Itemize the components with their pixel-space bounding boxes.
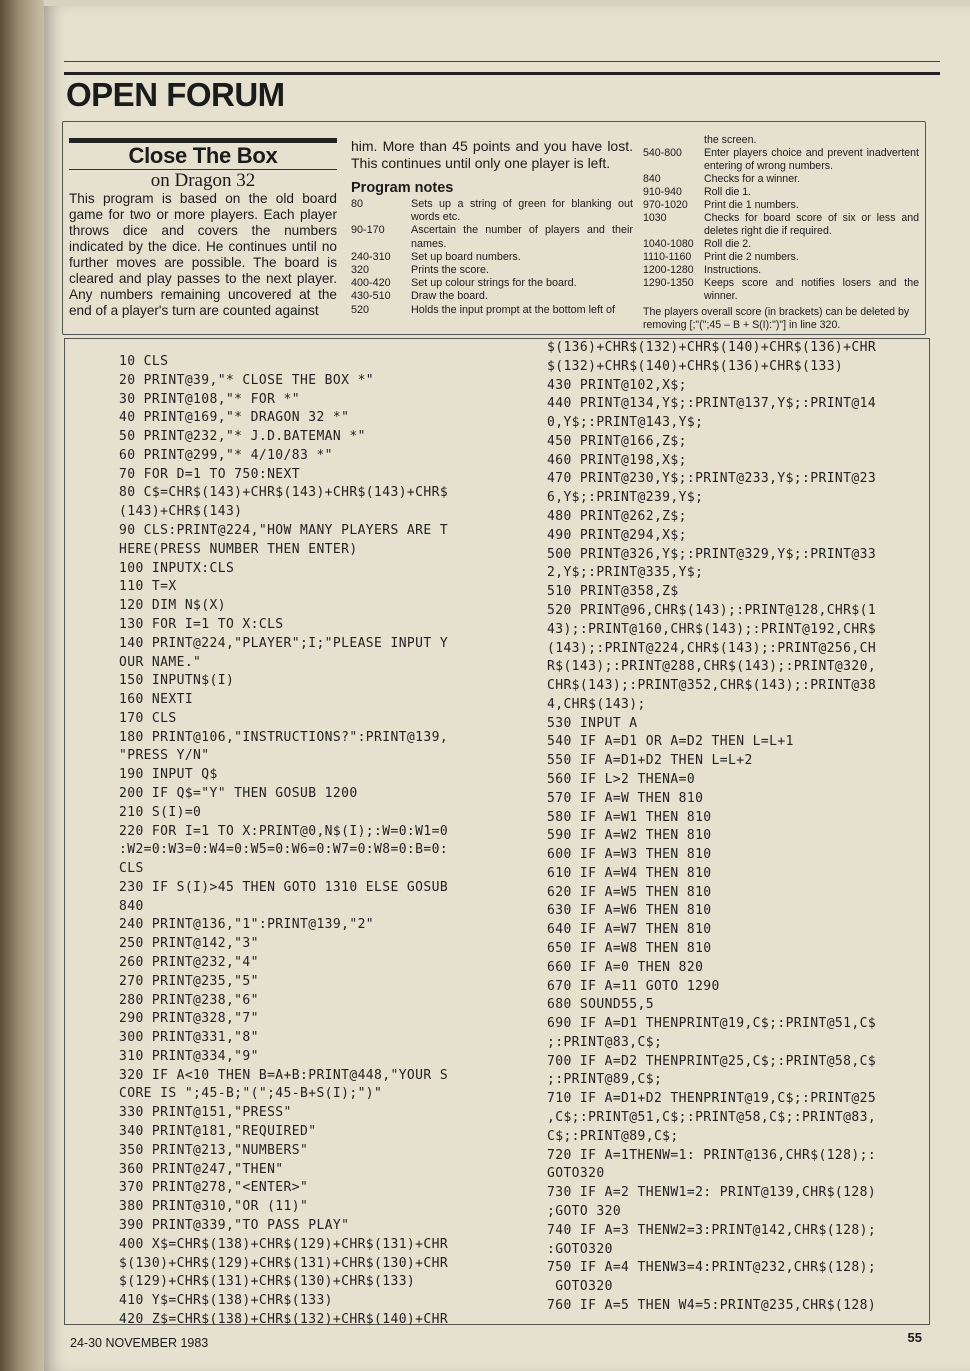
page-number: 55 <box>907 1330 922 1345</box>
code-line: 6,Y$;:PRINT@239,Y$; <box>547 490 704 506</box>
code-line: 540 IF A=D1 OR A=D2 THEN L=L+1 <box>547 734 794 750</box>
code-line: 20 PRINT@39,"* CLOSE THE BOX *" <box>119 372 375 388</box>
program-listing-box <box>64 338 930 1325</box>
code-line: 60 PRINT@299,"* 4/10/83 *" <box>119 447 333 463</box>
program-note-lines: 840 <box>643 173 661 185</box>
code-line: 30 PRINT@108,"* FOR *" <box>119 391 300 407</box>
code-line: 700 IF A=D2 THENPRINT@25,C$;:PRINT@58,C$ <box>547 1053 877 1069</box>
code-line: 640 IF A=W7 THEN 810 <box>547 922 712 938</box>
code-line: 580 IF A=W1 THEN 810 <box>547 809 712 825</box>
code-line: 590 IF A=W2 THEN 810 <box>547 828 712 844</box>
code-line: 480 PRINT@262,Z$; <box>547 509 687 525</box>
code-line: 110 T=X <box>119 579 177 595</box>
program-note <box>643 147 919 173</box>
program-note <box>643 277 919 303</box>
code-line: 130 FOR I=1 TO X:CLS <box>119 616 284 632</box>
code-line: 40 PRINT@169,"* DRAGON 32 *" <box>119 410 350 426</box>
code-line: 70 FOR D=1 TO 750:NEXT <box>119 466 300 482</box>
program-note-description: Print die 2 numbers. <box>704 251 799 263</box>
code-line: "PRESS Y/N" <box>119 748 210 764</box>
code-line: 500 PRINT@326,Y$;:PRINT@329,Y$;:PRINT@33 <box>547 546 877 562</box>
program-note-lines: 520 <box>351 303 370 316</box>
program-note-description: Prints the score. <box>411 264 490 277</box>
code-line: 510 PRINT@358,Z$ <box>547 584 679 600</box>
program-note-description: Set up board numbers. <box>411 250 521 263</box>
code-line: 550 IF A=D1+D2 THEN L=L+2 <box>547 753 753 769</box>
code-line: 240 PRINT@136,"1":PRINT@139,"2" <box>119 917 375 933</box>
program-note-description: Roll die 1. <box>704 186 752 198</box>
code-line: 100 INPUTX:CLS <box>119 560 235 576</box>
code-line: 740 IF A=3 THENW2=3:PRINT@142,CHR$(128); <box>547 1222 877 1238</box>
program-note <box>351 224 633 250</box>
program-notes-list-continued <box>643 134 919 303</box>
code-line: 290 PRINT@328,"7" <box>119 1011 259 1027</box>
program-note-description: Draw the board. <box>411 290 488 303</box>
code-line: CHR$(143);:PRINT@352,CHR$(143);:PRINT@38 <box>547 678 877 694</box>
code-line: 610 IF A=W4 THEN 810 <box>547 865 712 881</box>
code-line: 140 PRINT@224,"PLAYER";I;"PLEASE INPUT Y <box>119 635 449 651</box>
code-line: CORE IS ";45-B;"(";45-B+S(I);")" <box>119 1086 383 1102</box>
code-line: ;:PRINT@89,C$; <box>547 1072 663 1088</box>
code-line: 220 FOR I=1 TO X:PRINT@0,N$(I);:W=0:W1=0 <box>119 823 449 839</box>
code-line: 180 PRINT@106,"INSTRUCTIONS?":PRINT@139, <box>119 729 449 745</box>
code-line: 200 IF Q$="Y" THEN GOSUB 1200 <box>119 785 358 801</box>
program-note-description: Print die 1 numbers. <box>704 199 799 211</box>
code-line: 410 Y$=CHR$(138)+CHR$(133) <box>119 1293 333 1309</box>
code-line: 350 PRINT@213,"NUMBERS" <box>119 1142 309 1158</box>
program-note-lines: 1200-1280 <box>643 264 694 276</box>
code-line: 430 PRINT@102,X$; <box>547 377 687 393</box>
program-note-lines: 910-940 <box>643 186 682 198</box>
program-note-lines: 320 <box>351 264 370 277</box>
program-note-description: Sets up a string of green for blanking out words etc. <box>411 198 633 224</box>
code-line: 310 PRINT@334,"9" <box>119 1048 259 1064</box>
code-line: $(130)+CHR$(129)+CHR$(131)+CHR$(130)+CHR <box>119 1255 449 1271</box>
code-line: 630 IF A=W6 THEN 810 <box>547 903 712 919</box>
code-line: 170 CLS <box>119 710 177 726</box>
program-note <box>643 251 919 264</box>
code-line: $(132)+CHR$(140)+CHR$(136)+CHR$(133) <box>547 358 844 374</box>
program-note-description: Checks for a winner. <box>704 173 800 185</box>
program-note <box>351 251 633 264</box>
code-line: :GOTO320 <box>547 1241 613 1257</box>
code-line: 210 S(I)=0 <box>119 804 202 820</box>
code-line: 470 PRINT@230,Y$;:PRINT@233,Y$;:PRINT@23 <box>547 471 877 487</box>
top-rule <box>64 61 940 62</box>
code-line: 280 PRINT@238,"6" <box>119 992 259 1008</box>
code-line: 270 PRINT@235,"5" <box>119 973 259 989</box>
program-note-lines: 90-170 <box>351 224 385 237</box>
program-note-lines: 240-310 <box>351 250 391 263</box>
program-note-description: Instructions. <box>704 264 762 276</box>
code-line: 840 <box>119 898 144 914</box>
program-note <box>643 186 919 199</box>
program-note-lines <box>643 134 704 147</box>
code-line: 250 PRINT@142,"3" <box>119 936 259 952</box>
code-line: 730 IF A=2 THENW1=2: PRINT@139,CHR$(128) <box>547 1185 877 1201</box>
listing-column-left <box>119 353 448 1330</box>
code-line: R$(143);:PRINT@288,CHR$(143);:PRINT@320, <box>547 659 877 675</box>
code-line: $(136)+CHR$(132)+CHR$(140)+CHR$(136)+CHR <box>547 340 877 355</box>
code-line: 43);:PRINT@160,CHR$(143);:PRINT@192,CHR$ <box>547 621 877 637</box>
program-note <box>351 198 633 224</box>
code-line: 160 NEXTI <box>119 692 194 708</box>
code-line: ,C$;:PRINT@51,C$;:PRINT@58,C$;:PRINT@83, <box>547 1110 877 1126</box>
section-title: OPEN FORUM <box>66 76 285 113</box>
code-line: 90 CLS:PRINT@224,"HOW MANY PLAYERS ARE T <box>119 523 449 539</box>
code-line: 120 DIM N$(X) <box>119 598 226 614</box>
program-note-description: Roll die 2. <box>704 238 752 250</box>
code-line: $(129)+CHR$(131)+CHR$(130)+CHR$(133) <box>119 1274 416 1290</box>
code-line: C$;:PRINT@89,C$; <box>547 1128 679 1144</box>
code-line: 650 IF A=W8 THEN 810 <box>547 941 712 956</box>
program-note-lines: 1040-1080 <box>643 238 694 250</box>
article-title: Close The Box <box>128 143 278 168</box>
issue-date: 24-30 NOVEMBER 1983 <box>70 1336 209 1350</box>
program-note-lines: 970-1020 <box>643 199 688 211</box>
code-line: 520 PRINT@96,CHR$(143);:PRINT@128,CHR$(1 <box>547 602 877 618</box>
program-note <box>643 199 919 212</box>
program-note <box>351 290 633 303</box>
program-notes-list <box>351 198 633 317</box>
article-column-1 <box>69 122 337 319</box>
code-line: :W2=0:W3=0:W4=0:W5=0:W6=0:W7=0:W8=0:B=0: <box>119 842 449 858</box>
code-line: 80 C$=CHR$(143)+CHR$(143)+CHR$(143)+CHR$ <box>119 485 449 501</box>
code-line: (143);:PRINT@224,CHR$(143);:PRINT@256,CH <box>547 640 877 656</box>
program-note-description: Checks for board score of six or less and deletes right die if required. <box>704 212 919 237</box>
program-note-description: Ascertain the number of players and their names. <box>411 224 633 250</box>
program-note <box>643 264 919 277</box>
program-note-lines: 80 <box>351 198 364 210</box>
article-box <box>62 121 926 335</box>
code-line: 390 PRINT@339,"TO PASS PLAY" <box>119 1217 350 1233</box>
code-line: 760 IF A=5 THEN W4=5:PRINT@235,CHR$(128) <box>547 1297 877 1313</box>
code-line: 370 PRINT@278,"<ENTER>" <box>119 1180 309 1196</box>
program-note-description: the screen. <box>704 134 757 146</box>
code-line: 710 IF A=D1+D2 THENPRINT@19,C$;:PRINT@25 <box>547 1091 877 1107</box>
article-intro-continued: him. More than 45 points and you have lost. This continues until only one player is left. <box>351 138 633 171</box>
code-line: 680 SOUND55,5 <box>547 997 654 1013</box>
code-line: ;:PRINT@83,C$; <box>547 1034 663 1050</box>
code-line: CLS <box>119 861 144 877</box>
code-line: ;GOTO 320 <box>547 1203 622 1219</box>
binding-spine <box>0 0 44 1371</box>
program-note-lines: 1110-1160 <box>643 251 692 263</box>
article-column-3 <box>643 122 919 332</box>
program-note-description: Holds the input prompt at the bottom left of <box>411 303 616 316</box>
code-line: 10 CLS <box>119 354 169 369</box>
code-line: 720 IF A=1THENW=1: PRINT@136,CHR$(128);: <box>547 1147 877 1163</box>
article-intro: This program is based on the old board game for two or more players. Each player throws dice and covers the numbers indicated by the dice. He continues until no further moves are possible. The board is cleared and play passes to the next player. Any numbers remaining uncovered at the end of a player's turn are counted against <box>69 191 337 318</box>
program-note-lines: 540-800 <box>643 147 682 159</box>
program-note <box>351 304 633 317</box>
code-line: HERE(PRESS NUMBER THEN ENTER) <box>119 541 358 557</box>
code-line: 420 Z$=CHR$(138)+CHR$(132)+CHR$(140)+CHR <box>119 1311 449 1327</box>
code-line: 570 IF A=W THEN 810 <box>547 790 704 806</box>
code-line: 750 IF A=4 THENW3=4:PRINT@232,CHR$(128); <box>547 1260 877 1276</box>
code-line: 320 IF A<10 THEN B=A+B:PRINT@448,"YOUR S <box>119 1067 449 1083</box>
program-notes-heading: Program notes <box>351 180 454 196</box>
code-line: 150 INPUTN$(I) <box>119 673 235 689</box>
program-note-description: Keeps score and notifies losers and the winner. <box>704 277 919 302</box>
code-line: 330 PRINT@151,"PRESS" <box>119 1105 292 1121</box>
code-line: 490 PRINT@294,X$; <box>547 527 687 543</box>
code-line: 600 IF A=W3 THEN 810 <box>547 847 712 863</box>
code-line: 360 PRINT@247,"THEN" <box>119 1161 284 1177</box>
program-note-lines: 1030 <box>643 212 667 224</box>
program-note <box>643 238 919 251</box>
program-note-description: Set up colour strings for the board. <box>411 277 577 290</box>
program-note <box>351 277 633 290</box>
article-column-2 <box>351 122 633 317</box>
magazine-page <box>44 6 970 1371</box>
code-line: 690 IF A=D1 THENPRINT@19,C$;:PRINT@51,C$ <box>547 1016 877 1032</box>
code-line: 4,CHR$(143); <box>547 696 646 712</box>
code-line: 620 IF A=W5 THEN 810 <box>547 884 712 900</box>
code-line: 230 IF S(I)>45 THEN GOTO 1310 ELSE GOSUB <box>119 879 449 895</box>
code-line: (143)+CHR$(143) <box>119 504 243 520</box>
code-line: 50 PRINT@232,"* J.D.BATEMAN *" <box>119 429 366 445</box>
code-line: 300 PRINT@331,"8" <box>119 1030 259 1046</box>
program-note-lines: 400-420 <box>351 277 391 290</box>
code-line: 460 PRINT@198,X$; <box>547 452 687 468</box>
program-note <box>643 173 919 186</box>
program-note-lines: 1290-1350 <box>643 277 694 289</box>
code-line: OUR NAME." <box>119 654 202 670</box>
code-line: 2,Y$;:PRINT@335,Y$; <box>547 565 704 581</box>
code-line: 530 INPUT A <box>547 715 638 731</box>
code-line: GOTO320 <box>547 1166 605 1182</box>
code-line: 0,Y$;:PRINT@143,Y$; <box>547 415 704 431</box>
program-note-description: Enter players choice and prevent inadvertent entering of wrong numbers. <box>704 147 919 172</box>
code-line: 340 PRINT@181,"REQUIRED" <box>119 1124 317 1140</box>
program-note-lines: 430-510 <box>351 290 391 303</box>
article-subtitle: on Dragon 32 <box>150 170 256 191</box>
listing-column-right <box>547 339 876 1316</box>
program-note <box>351 264 633 277</box>
code-line: 670 IF A=11 GOTO 1290 <box>547 978 720 994</box>
code-line: 660 IF A=0 THEN 820 <box>547 959 704 975</box>
section-rule <box>64 72 940 75</box>
code-line: 400 X$=CHR$(138)+CHR$(129)+CHR$(131)+CHR <box>119 1236 449 1252</box>
program-note <box>643 212 919 238</box>
code-line: GOTO320 <box>547 1279 613 1295</box>
code-line: 450 PRINT@166,Z$; <box>547 433 687 449</box>
code-line: 440 PRINT@134,Y$;:PRINT@137,Y$;:PRINT@14 <box>547 396 877 412</box>
program-note <box>643 134 919 147</box>
program-notes-footer: The players overall score (in brackets) can be deleted by removing [;"(";45 – B + S(I):")"] in line 320. <box>643 306 910 331</box>
code-line: 380 PRINT@310,"OR (11)" <box>119 1199 309 1215</box>
code-line: 190 INPUT Q$ <box>119 767 218 783</box>
code-line: 560 IF L>2 THENA=0 <box>547 771 696 787</box>
code-line: 260 PRINT@232,"4" <box>119 955 259 970</box>
